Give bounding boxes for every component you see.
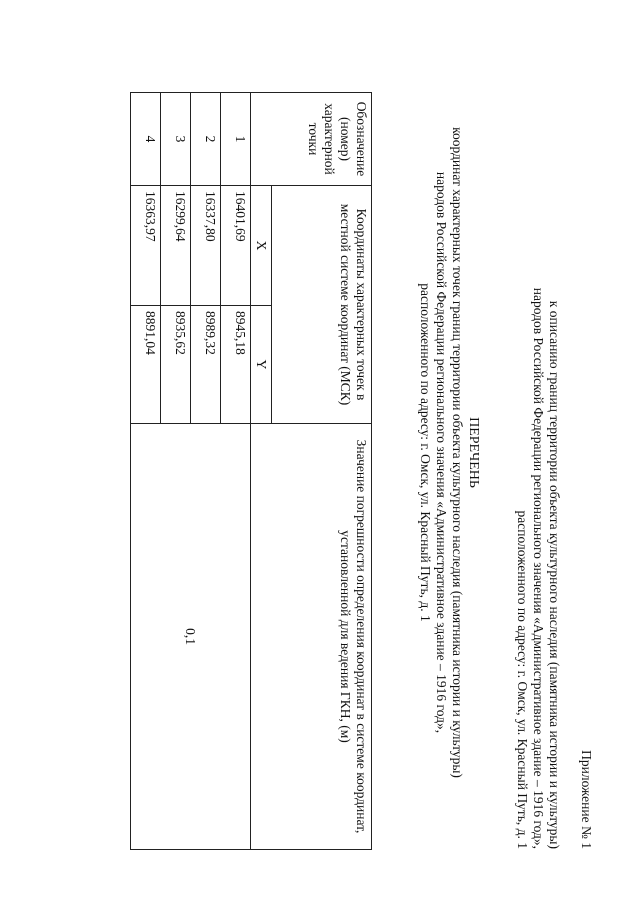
coord-y: 8945,18 bbox=[221, 306, 251, 424]
subtitle-line-3: расположенного по адресу: г. Омск, ул. Красный Путь, д. 1 bbox=[418, 283, 433, 622]
subtitle-line-1: координат характерных точек границ территории объекта культурного наследия (памятника истории и культуры) bbox=[450, 127, 465, 778]
table-row bbox=[221, 93, 251, 850]
header-coordinates: Координаты характерных точек в местной системе координат (МСК) bbox=[272, 186, 372, 424]
coord-x: 16363,97 bbox=[131, 186, 161, 306]
point-number: 3 bbox=[161, 93, 191, 186]
coord-y: 8891,04 bbox=[131, 306, 161, 424]
header-x: X bbox=[251, 186, 272, 306]
appendix-line-1: к описанию границ территории объекта культурного наследия (памятника истории и культуры) bbox=[547, 300, 562, 849]
error-value: 0,1 bbox=[131, 424, 251, 850]
coordinates-table bbox=[130, 92, 372, 850]
header-y: Y bbox=[251, 306, 272, 424]
coord-x: 16299,64 bbox=[161, 186, 191, 306]
appendix-line-2: народов Российской Федерации регионального значения «Административное здание – 1916 год», bbox=[531, 287, 546, 849]
subtitle-line-2: народов Российской Федерации регионального значения «Административное здание – 1916 год», bbox=[434, 171, 449, 734]
appendix-label: Приложение № 1 bbox=[579, 750, 594, 849]
coord-y: 8989,32 bbox=[191, 306, 221, 424]
coord-x: 16401,69 bbox=[221, 186, 251, 306]
coord-x: 16337,80 bbox=[191, 186, 221, 306]
point-number: 4 bbox=[131, 93, 161, 186]
header-point-number: Обозначение (номер) характерной точки bbox=[251, 93, 372, 186]
coord-y: 8935,62 bbox=[161, 306, 191, 424]
point-number: 2 bbox=[191, 93, 221, 186]
point-number: 1 bbox=[221, 93, 251, 186]
header-error: Значение погрешности определения координат в системе координат, установленной для ведения ГКН, (м) bbox=[251, 424, 372, 850]
document-title: ПЕРЕЧЕНЬ bbox=[466, 417, 481, 488]
appendix-line-3: расположенного по адресу: г. Омск, ул. Красный Путь, д. 1 bbox=[515, 510, 530, 849]
